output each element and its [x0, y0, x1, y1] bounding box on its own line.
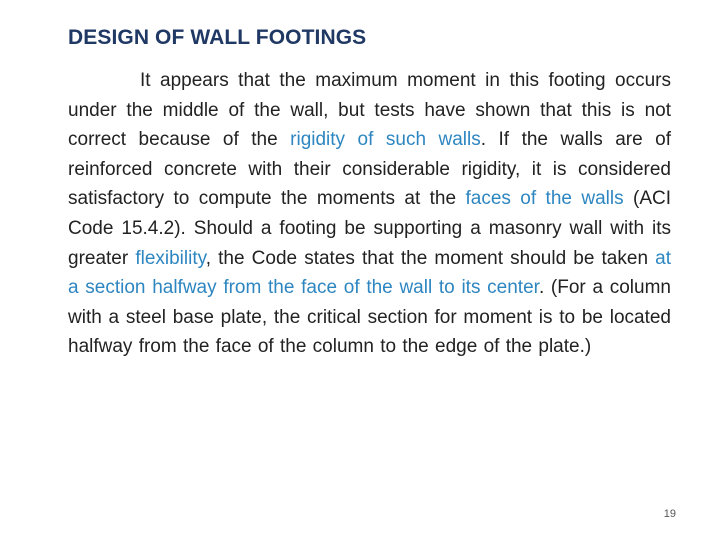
- highlight-section-halfway: at a section halfway from the face of the wall to its center: [68, 247, 671, 299]
- text-segment: It appears that the maximum moment in this footing occurs under the middle of the wall, but tests have shown that this is not correct because of the: [68, 70, 671, 151]
- highlight-faces-of-walls: faces of the walls: [465, 188, 624, 210]
- highlight-rigidity: rigidity of such walls: [290, 129, 481, 151]
- text-segment: (ACI Code 15.4.2). Should a footing be supporting a masonry wall with its greater: [68, 188, 672, 269]
- page-number: 19: [663, 508, 676, 520]
- text-segment: , the Code states that the moment should be taken: [205, 247, 656, 269]
- text-segment: . (For a column with a steel base plate, the critical section for moment is to be located halfway from the face of the column to the edge of the plate.): [68, 277, 671, 358]
- slide-title: DESIGN OF WALL FOOTINGS: [68, 26, 367, 49]
- body-paragraph: [68, 66, 671, 362]
- highlight-flexibility: flexibility: [135, 247, 206, 269]
- text-segment: . If the walls are of reinforced concrete with their considerable rigidity, it is considered satisfactory to compute the moments at the: [68, 129, 672, 210]
